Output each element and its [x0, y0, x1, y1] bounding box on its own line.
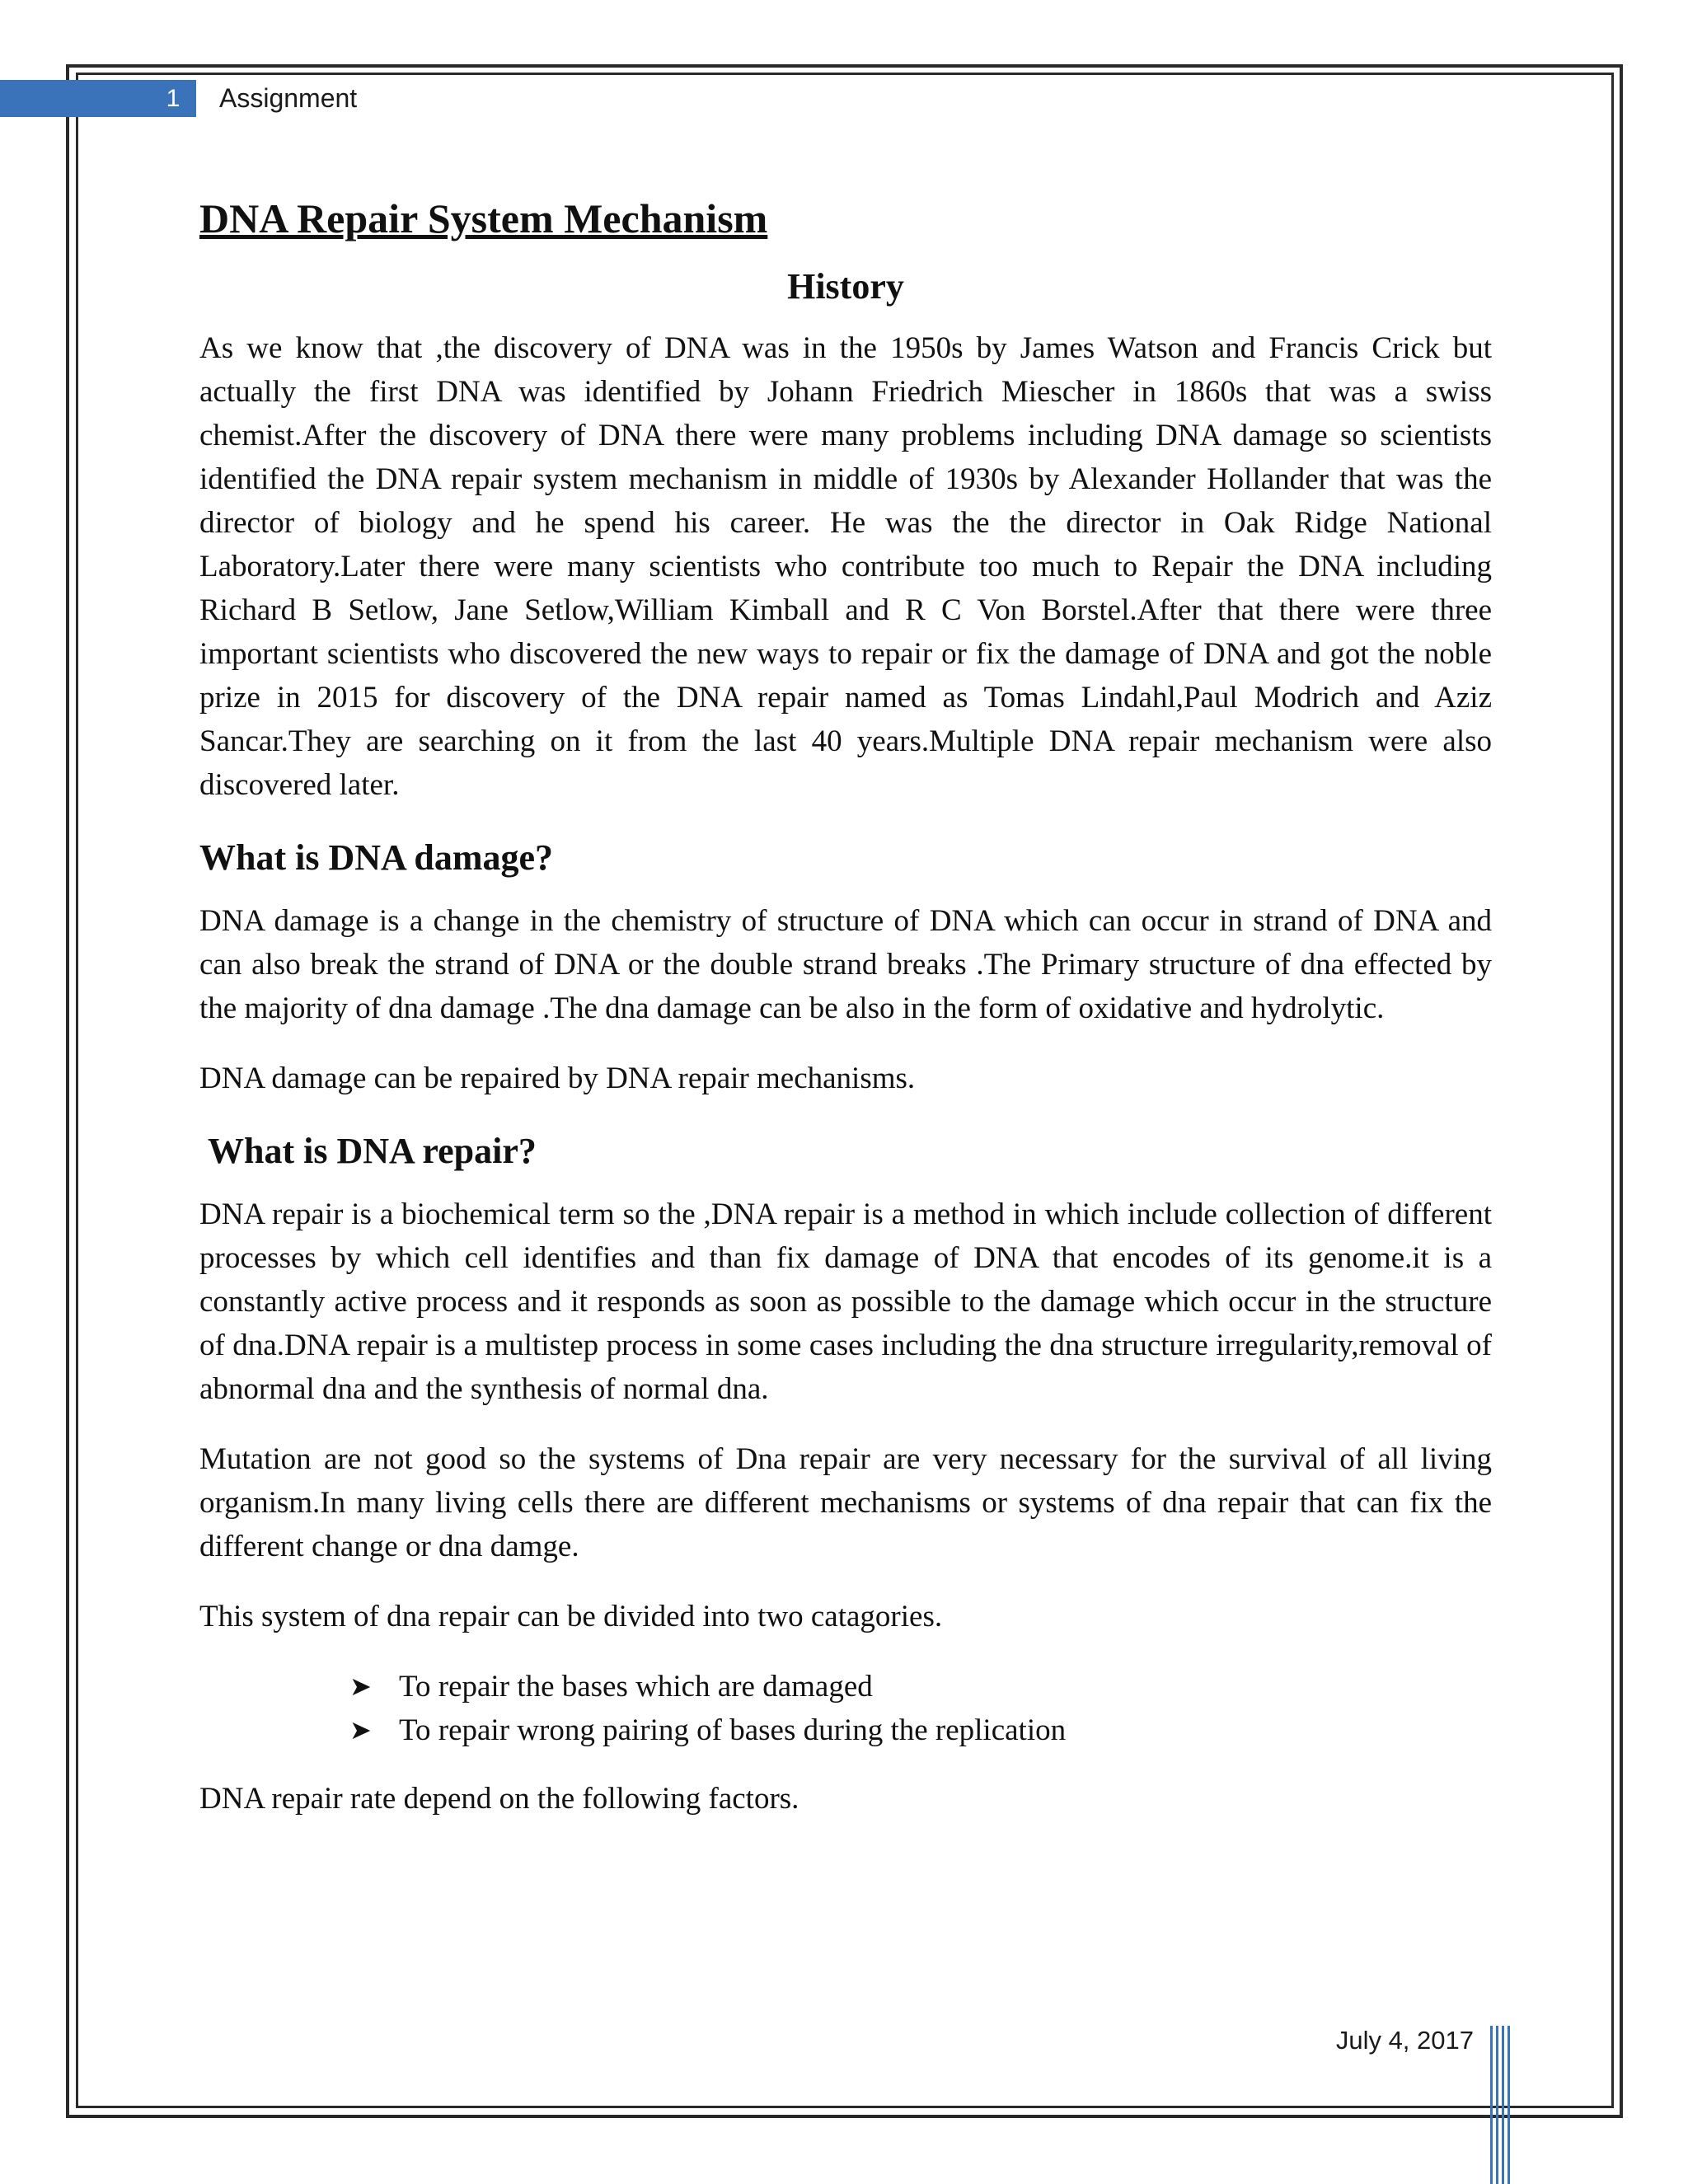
closing-paragraph: DNA repair rate depend on the following factors.: [199, 1782, 799, 1816]
dna-damage-heading: What is DNA damage?: [199, 837, 554, 878]
header-title: Assignment: [219, 83, 358, 113]
document-body: [199, 190, 1492, 1847]
mutation-paragraph: Mutation are not good so the systems of Dna repair are very necessary for the survival of all living organism.In many living cells there are different mechanisms or systems of dna repair that can fix the different change or dna damge.: [199, 1442, 1492, 1563]
list-item: [349, 1708, 1492, 1752]
dna-damage-paragraph: DNA damage is a change in the chemistry of structure of DNA which can occur in strand of DNA and can also break the strand of DNA or the double strand breaks .The Primary structure of dna effected by the majority of dna damage .The dna damage can be also in the form of oxidative and hydrolytic.: [199, 904, 1492, 1025]
categories-list: [199, 1665, 1492, 1752]
decorative-line: [1490, 2026, 1493, 2184]
decorative-line: [1507, 2026, 1510, 2184]
dna-repair-heading: What is DNA repair?: [208, 1131, 537, 1171]
page-number: 1: [166, 85, 181, 112]
list-item: [349, 1665, 1492, 1708]
decorative-line: [1496, 2026, 1498, 2184]
dna-repair-paragraph: DNA repair is a biochemical term so the ,DNA repair is a method in which include collection of different processes by which cell identifies and than fix damage of DNA that encodes of its genome.it is a constantly active process and it responds as soon as possible to the damage which occur in the structure of dna.DNA repair is a multistep process in some cases including the dna structure irregularity,removal of abnormal dna and the synthesis of normal dna.: [199, 1197, 1492, 1406]
arrow-bullet-icon: ➤: [349, 1671, 372, 1702]
footer-date: July 4, 2017: [1335, 2026, 1474, 2055]
categories-intro: This system of dna repair can be divided into two catagories.: [199, 1600, 943, 1633]
dna-damage-summary: DNA damage can be repaired by DNA repair mechanisms.: [199, 1062, 916, 1095]
history-heading: History: [787, 266, 904, 307]
decorative-line: [1502, 2026, 1504, 2184]
list-item-text: To repair wrong pairing of bases during the replication: [399, 1713, 1067, 1747]
arrow-bullet-icon: ➤: [349, 1714, 372, 1746]
history-paragraph: As we know that ,the discovery of DNA was in the 1950s by James Watson and Francis Crick but actually the first DNA was identified by Johann Friedrich Miescher in 1860s that was a swiss chemist.After the discovery of DNA there were many problems including DNA damage so scientists identified the DNA repair system mechanism in middle of 1930s by Alexander Hollander that was the director of biology and he spend his career. He was the the director in Oak Ridge National Laboratory.Later there were many scientists who contribute too much to Repair the DNA including Richard B Setlow, Jane Setlow,William Kimball and R C Von Borstel.After that there were three important scientists who discovered the new ways to repair or fix the damage of DNA and got the noble prize in 2015 for discovery of the DNA repair named as Tomas Lindahl,Paul Modrich and Aziz Sancar.They are searching on it from the last 40 years.Multiple DNA repair mechanism were also discovered later.: [199, 331, 1492, 802]
footer-decorative-lines: [1490, 2026, 1510, 2184]
list-item-text: To repair the bases which are damaged: [399, 1670, 873, 1704]
document-title: DNA Repair System Mechanism: [199, 195, 768, 241]
